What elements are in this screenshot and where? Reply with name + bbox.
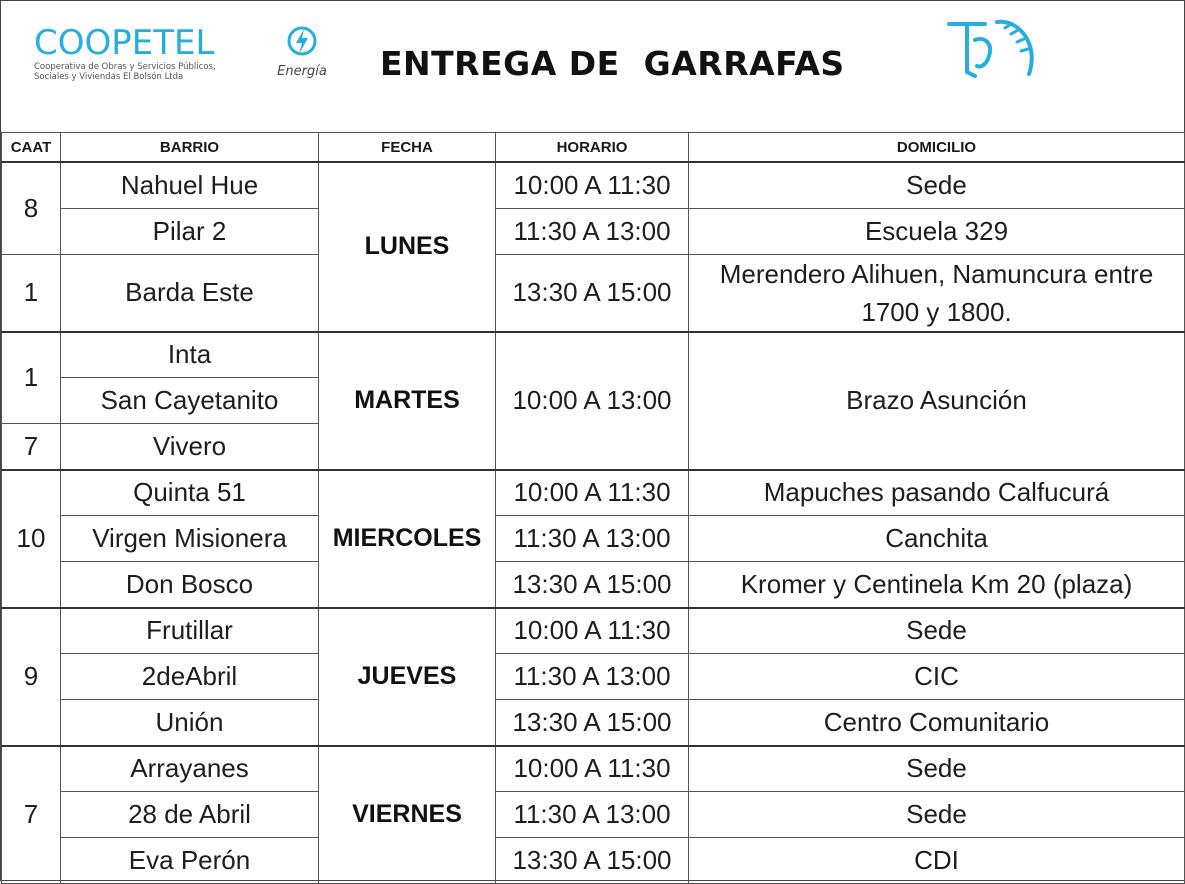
table-row xyxy=(2,700,1185,746)
horario-cell: 13:30 A 15:00 xyxy=(496,562,689,608)
barrio-cell: Quinta 51 xyxy=(61,470,319,516)
column-header-caat: CAAT xyxy=(2,133,61,163)
barrio-cell: Nahuel Hue xyxy=(61,162,319,208)
domicilio-cell: CIC xyxy=(689,654,1185,700)
horario-cell: 10:00 A 13:00 xyxy=(496,332,689,470)
table-row xyxy=(2,562,1185,608)
domicilio-cell: Merendero Alihuen, Namuncura entre 1700 y 1800. xyxy=(689,254,1185,332)
horario-cell: 13:30 A 15:00 xyxy=(496,838,689,884)
barrio-cell: San Cayetanito xyxy=(61,378,319,424)
barrio-cell: Barda Este xyxy=(61,254,319,332)
barrio-cell: Eva Perón xyxy=(61,838,319,884)
horse-logo xyxy=(945,16,1037,86)
domicilio-cell: Mapuches pasando Calfucurá xyxy=(689,470,1185,516)
barrio-cell: Virgen Misionera xyxy=(61,516,319,562)
table-row xyxy=(2,208,1185,254)
horario-cell: 10:00 A 11:30 xyxy=(496,470,689,516)
day-cell: JUEVES xyxy=(319,608,496,746)
caat-cell: 1 xyxy=(2,332,61,424)
horario-cell: 11:30 A 13:00 xyxy=(496,792,689,838)
table-row xyxy=(2,254,1185,332)
table-row xyxy=(2,470,1185,516)
column-header-horario: HORARIO xyxy=(496,133,689,163)
table-row xyxy=(2,746,1185,792)
barrio-cell: 2deAbril xyxy=(61,654,319,700)
horario-cell: 11:30 A 13:00 xyxy=(496,654,689,700)
coopetel-subtitle: Cooperativa de Obras y Servicios Públicos, Sociales y Viviendas El Bolsón Ltda xyxy=(34,62,216,82)
domicilio-cell: Centro Comunitario xyxy=(689,700,1185,746)
table-header-row xyxy=(2,133,1185,163)
caat-cell: 7 xyxy=(2,424,61,470)
schedule-table xyxy=(1,132,1185,884)
day-cell: LUNES xyxy=(319,162,496,332)
domicilio-cell: Sede xyxy=(689,162,1185,208)
barrio-cell: Vivero xyxy=(61,424,319,470)
table-row xyxy=(2,332,1185,378)
page-title: ENTREGA DE GARRAFAS xyxy=(380,44,845,83)
barrio-cell: Inta xyxy=(61,332,319,378)
barrio-cell: 28 de Abril xyxy=(61,792,319,838)
caat-cell: 9 xyxy=(2,608,61,746)
column-header-fecha: FECHA xyxy=(319,133,496,163)
horario-cell: 10:00 A 11:30 xyxy=(496,746,689,792)
caat-cell: 1 xyxy=(2,254,61,332)
barrio-cell: Pilar 2 xyxy=(61,208,319,254)
table-row xyxy=(2,608,1185,654)
domicilio-cell: Canchita xyxy=(689,516,1185,562)
table-row xyxy=(2,838,1185,884)
energia-icon xyxy=(286,24,318,58)
domicilio-cell: CDI xyxy=(689,838,1185,884)
barrio-cell: Unión xyxy=(61,700,319,746)
day-cell: MIERCOLES xyxy=(319,470,496,608)
horse-icon xyxy=(945,16,1037,82)
domicilio-cell: Sede xyxy=(689,608,1185,654)
table-row xyxy=(2,654,1185,700)
domicilio-cell: Sede xyxy=(689,792,1185,838)
table-row xyxy=(2,162,1185,208)
horario-cell: 13:30 A 15:00 xyxy=(496,700,689,746)
horario-cell: 10:00 A 11:30 xyxy=(496,608,689,654)
horario-cell: 11:30 A 13:00 xyxy=(496,208,689,254)
coopetel-brand: COOPETEL xyxy=(34,23,215,63)
caat-cell: 8 xyxy=(2,162,61,254)
column-header-domicilio: DOMICILIO xyxy=(689,133,1185,163)
horario-cell: 11:30 A 13:00 xyxy=(496,516,689,562)
energia-logo xyxy=(272,24,332,79)
day-cell: VIERNES xyxy=(319,746,496,884)
horario-cell: 13:30 A 15:00 xyxy=(496,254,689,332)
caat-cell: 10 xyxy=(2,470,61,608)
horario-cell: 10:00 A 11:30 xyxy=(496,162,689,208)
domicilio-cell: Kromer y Centinela Km 20 (plaza) xyxy=(689,562,1185,608)
day-cell: MARTES xyxy=(319,332,496,470)
barrio-cell: Frutillar xyxy=(61,608,319,654)
table-row xyxy=(2,516,1185,562)
caat-cell: 7 xyxy=(2,746,61,884)
barrio-cell: Arrayanes xyxy=(61,746,319,792)
barrio-cell: Don Bosco xyxy=(61,562,319,608)
domicilio-cell: Brazo Asunción xyxy=(689,332,1185,470)
page-header xyxy=(0,0,1185,133)
domicilio-cell: Escuela 329 xyxy=(689,208,1185,254)
domicilio-cell: Sede xyxy=(689,746,1185,792)
coopetel-logo xyxy=(34,23,234,82)
table-row xyxy=(2,792,1185,838)
energia-label: Energía xyxy=(277,64,327,79)
column-header-barrio: BARRIO xyxy=(61,133,319,163)
